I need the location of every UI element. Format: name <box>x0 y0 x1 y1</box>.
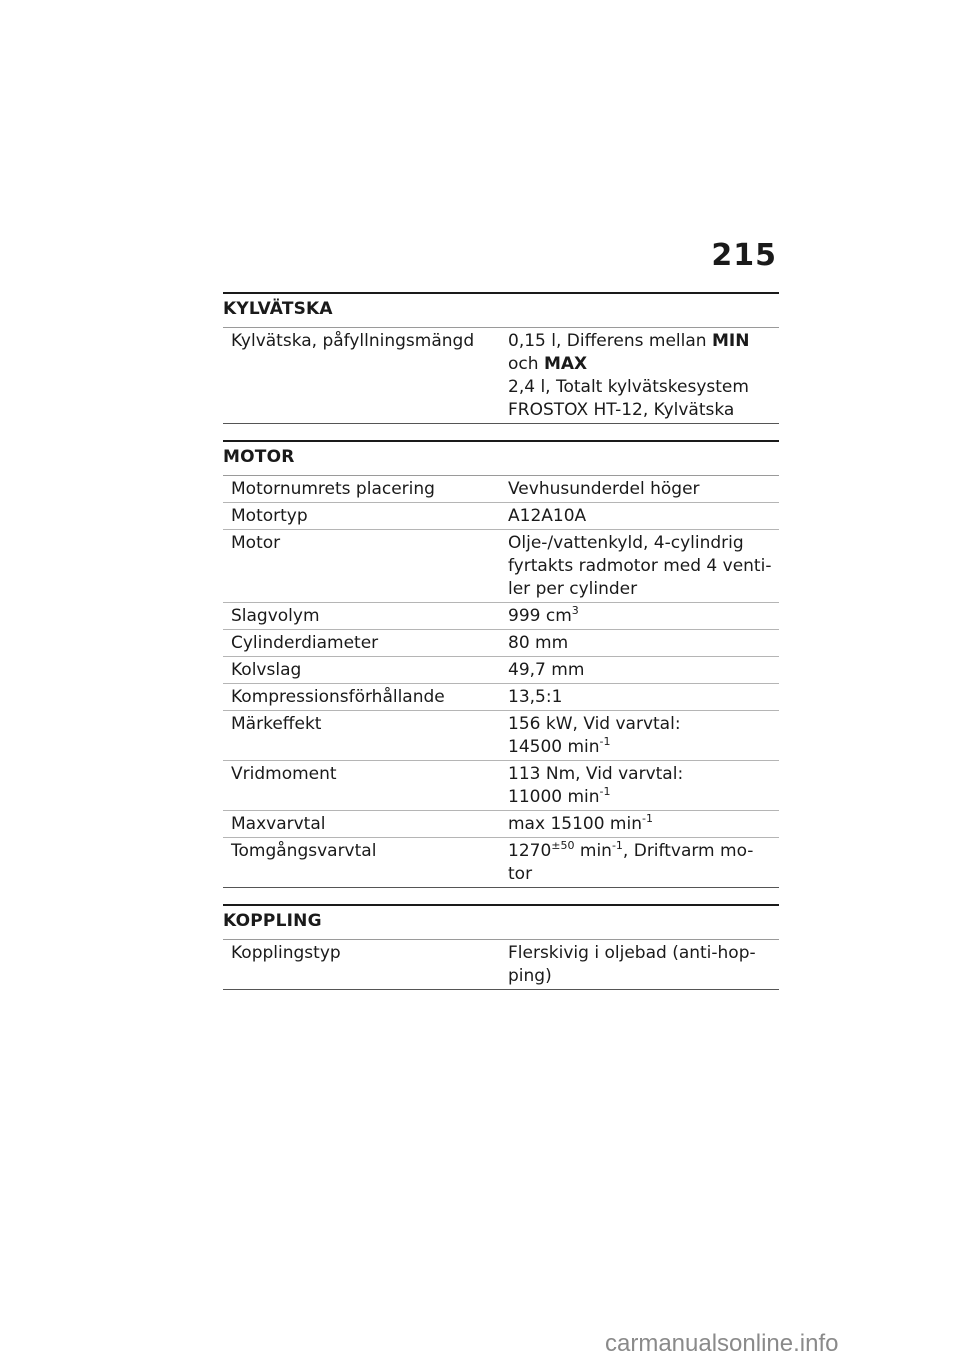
row-label: Vridmoment <box>231 764 337 784</box>
engine-table <box>223 475 779 888</box>
value-text: , Driftvarm mo-tor <box>508 841 754 884</box>
table-row <box>223 630 779 657</box>
value-sup: -1 <box>599 785 611 798</box>
page-number: 215 <box>711 238 777 273</box>
table-row <box>223 838 779 888</box>
value-text: 1270 <box>508 841 552 861</box>
value-text: 11000 min <box>508 787 600 807</box>
table-row <box>223 476 779 503</box>
value-sup: 3 <box>571 604 579 617</box>
table-row <box>223 711 779 761</box>
row-value <box>501 838 779 887</box>
value-text: max 15100 min <box>508 814 642 834</box>
section-coolant <box>223 292 779 424</box>
clutch-table <box>223 939 779 990</box>
table-row <box>223 530 779 603</box>
row-value: 49,7 mm <box>508 660 585 680</box>
value-text: 113 Nm, Vid varvtal: <box>508 764 684 784</box>
row-label: Kopplingstyp <box>231 943 341 963</box>
table-row <box>223 603 779 630</box>
row-value: 13,5:1 <box>508 687 563 707</box>
value-text: 0,15 l, Differens mellan <box>508 331 712 351</box>
coolant-table <box>223 327 779 424</box>
row-label: Maxvarvtal <box>231 814 326 834</box>
section-title-engine: MOTOR <box>223 440 779 475</box>
row-label: Motornumrets placering <box>231 479 435 499</box>
table-row <box>223 328 779 424</box>
value-text: och <box>508 354 544 374</box>
value-sup: -1 <box>599 735 611 748</box>
row-label: Slagvolym <box>231 606 320 626</box>
section-title-coolant: KYLVÄTSKA <box>223 292 779 327</box>
row-label: Tomgångsvarvtal <box>231 841 377 861</box>
row-label: Motortyp <box>231 506 308 526</box>
row-value: Olje-/vattenkyld, 4-cylindrig fyrtakts radmotor med 4 venti-ler per cylinder <box>508 533 772 599</box>
row-label: Kylvätska, påfyllningsmängd <box>231 331 475 351</box>
table-row <box>223 503 779 530</box>
row-label: Motor <box>231 533 281 553</box>
row-value: 80 mm <box>508 633 569 653</box>
max-mark: MAX <box>543 354 588 374</box>
row-value <box>501 603 779 629</box>
table-row <box>223 684 779 711</box>
row-value: A12A10A <box>508 506 587 526</box>
section-engine <box>223 440 779 888</box>
row-value <box>501 328 779 423</box>
row-value: Vevhusunderdel höger <box>508 479 700 499</box>
row-value: Flerskivig i oljebad (anti-hop-ping) <box>508 943 756 986</box>
value-text: min <box>574 841 612 861</box>
table-row <box>223 811 779 838</box>
value-sup: -1 <box>641 812 653 825</box>
spec-content <box>223 292 779 1006</box>
value-text: 14500 min <box>508 737 600 757</box>
row-label: Cylinderdiameter <box>231 633 379 653</box>
value-sup: ±50 <box>551 839 575 852</box>
min-mark: MIN <box>711 331 750 351</box>
watermark-text: carmanualsonline.info <box>605 1330 839 1357</box>
value-text: 2,4 l, Totalt kylvätskesystem <box>508 377 749 397</box>
row-value <box>501 811 779 837</box>
table-row <box>223 761 779 811</box>
section-clutch <box>223 904 779 990</box>
row-label: Kolvslag <box>231 660 302 680</box>
value-sup: -1 <box>611 839 623 852</box>
row-label: Kompressionsförhållande <box>231 687 445 707</box>
row-value <box>501 711 779 760</box>
value-text: FROSTOX HT-12, Kylvätska <box>508 400 735 420</box>
table-row <box>223 940 779 990</box>
row-value <box>501 761 779 810</box>
section-title-clutch: KOPPLING <box>223 904 779 939</box>
value-text: 156 kW, Vid varvtal: <box>508 714 681 734</box>
value-text: 999 cm <box>508 606 572 626</box>
row-label: Märkeffekt <box>231 714 322 734</box>
table-row <box>223 657 779 684</box>
